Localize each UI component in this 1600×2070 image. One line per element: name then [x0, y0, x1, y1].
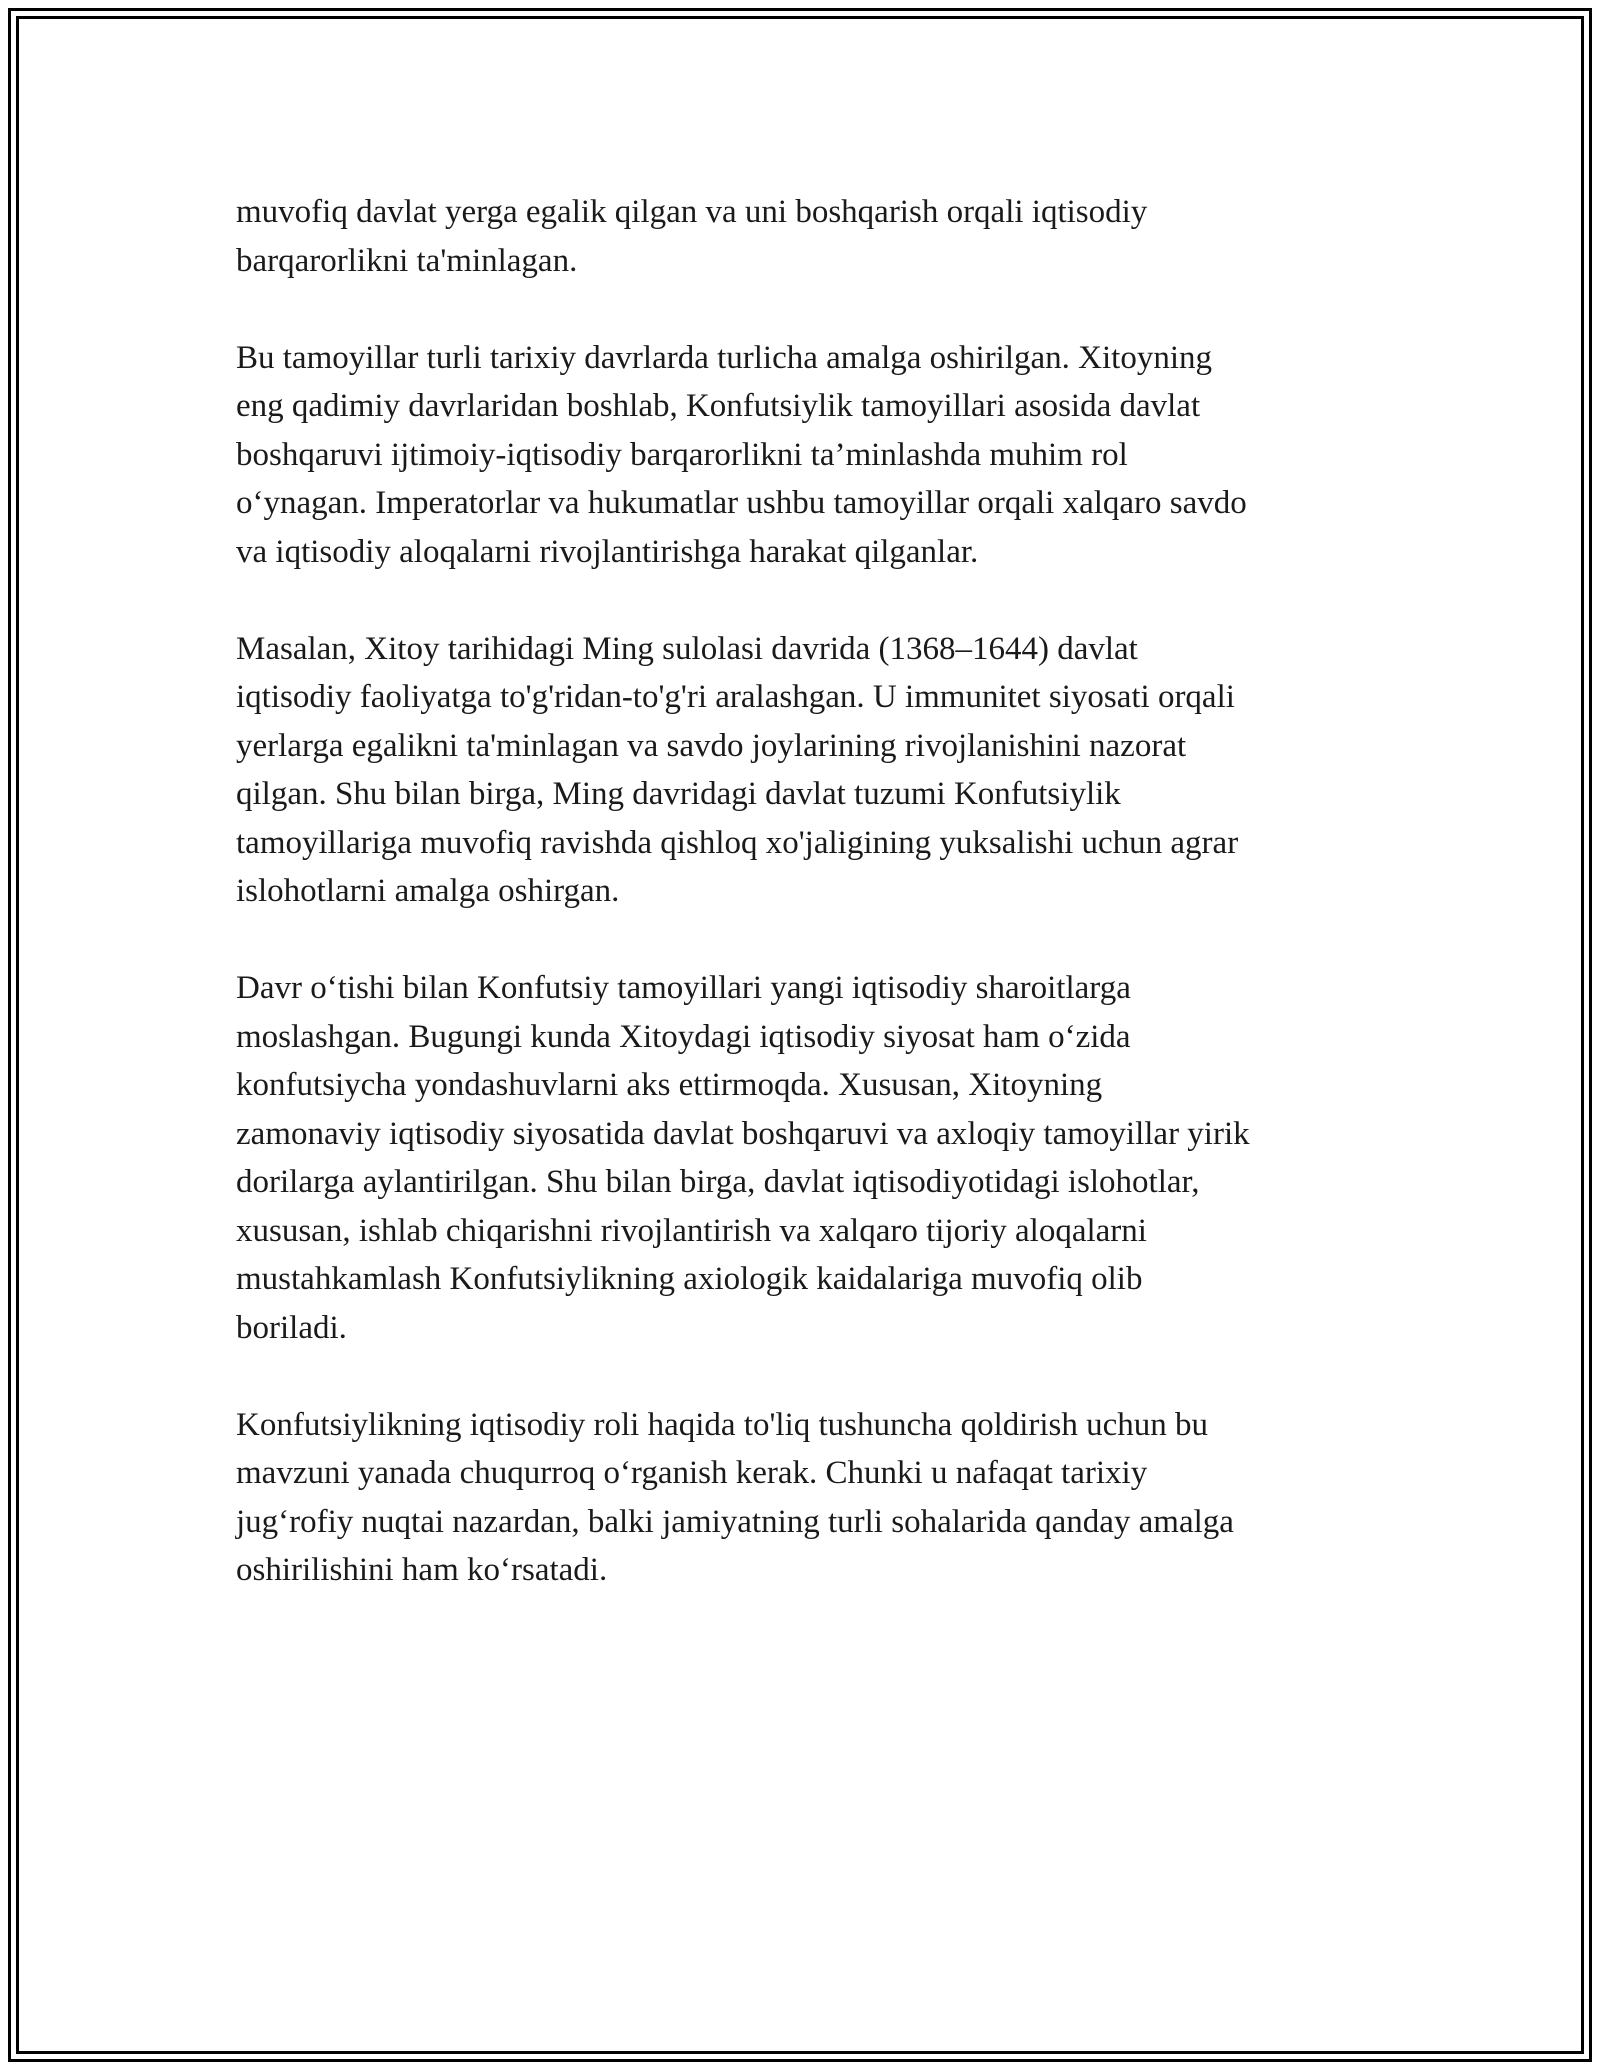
text-line: boshqaruvi ijtimoiy-iqtisodiy barqarorlikni ta’minlashda muhim rol — [236, 436, 1128, 473]
text-line: Bu tamoyillar turli tarixiy davrlarda turlicha amalga oshirilgan. Xitoyning — [236, 339, 1212, 376]
text-line: xususan, ishlab chiqarishni rivojlantirish va xalqaro tijoriy aloqalarni — [236, 1212, 1147, 1249]
paragraph — [236, 1401, 1416, 1595]
paragraph — [236, 188, 1416, 285]
text-line: Konfutsiylikning iqtisodiy roli haqida to'liq tushuncha qoldirish uchun bu — [236, 1406, 1209, 1443]
text-line: dorilarga aylantirilgan. Shu bilan birga, davlat iqtisodiyotidagi islohotlar, — [236, 1164, 1200, 1200]
paragraph — [236, 964, 1416, 1352]
text-line: konfutsiycha yondashuvlarni aks ettirmoqda. Xususan, Xitoyning — [236, 1067, 1103, 1103]
text-line: zamonaviy iqtisodiy siyosatida davlat boshqaruvi va axloqiy tamoyillar yirik — [236, 1115, 1250, 1152]
text-line: iqtisodiy faoliyatga to'g'ridan-to'g'ri aralashgan. U immunitet siyosati orqali — [236, 679, 1235, 715]
text-line: muvofiq davlat yerga egalik qilgan va uni boshqarish orqali iqtisodiy — [236, 194, 1148, 230]
text-line: oshirilishini ham ko‘rsatadi. — [236, 1552, 608, 1588]
text-line: Davr o‘tishi bilan Konfutsiy tamoyillari yangi iqtisodiy sharoitlarga — [236, 970, 1131, 1006]
text-line: barqarorlikni ta'minlagan. — [236, 242, 578, 279]
text-line: moslashgan. Bugungi kunda Xitoydagi iqtisodiy siyosat ham o‘zida — [236, 1018, 1131, 1055]
text-line: mavzuni yanada chuqurroq o‘rganish kerak. Chunki u nafaqat tarixiy — [236, 1455, 1148, 1491]
text-line: islohotlarni amalga oshirgan. — [236, 873, 620, 909]
document-body — [236, 188, 1416, 1643]
text-line: boriladi. — [236, 1309, 347, 1346]
text-line: eng qadimiy davrlaridan boshlab, Konfutsiylik tamoyillari asosida davlat — [236, 388, 1201, 424]
paragraph — [236, 625, 1416, 916]
text-line: yerlarga egalikni ta'minlagan va savdo joylarining rivojlanishini nazorat — [236, 727, 1187, 764]
paragraph — [236, 334, 1416, 577]
text-line: tamoyillariga muvofiq ravishda qishloq xo'jaligining yuksalishi uchun agrar — [236, 824, 1239, 861]
text-line: Masalan, Xitoy tarihidagi Ming sulolasi davrida (1368–1644) davlat — [236, 630, 1138, 667]
text-line: va iqtisodiy aloqalarni rivojlantirishga harakat qilganlar. — [236, 533, 979, 570]
text-line: qilgan. Shu bilan birga, Ming davridagi davlat tuzumi Konfutsiylik — [236, 776, 1121, 812]
text-line: o‘ynagan. Imperatorlar va hukumatlar ushbu tamoyillar orqali xalqaro savdo — [236, 485, 1247, 521]
text-line: jug‘rofiy nuqtai nazardan, balki jamiyatning turli sohalarida qanday amalga — [236, 1503, 1234, 1540]
text-line: mustahkamlash Konfutsiylikning axiologik kaidalariga muvofiq olib — [236, 1261, 1143, 1297]
